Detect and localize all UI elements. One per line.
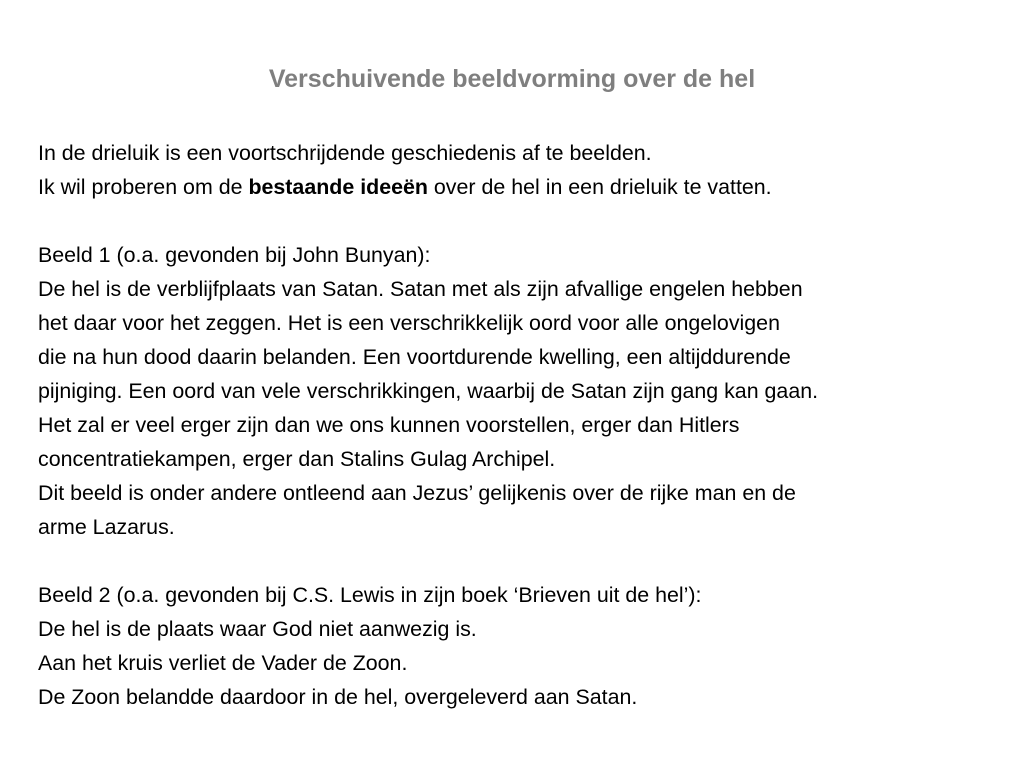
intro-line-2-emphasis: bestaande ideeën bbox=[248, 175, 428, 199]
beeld2-line: De Zoon belandde daardoor in de hel, overgeleverd aan Satan. bbox=[38, 685, 638, 709]
intro-line-2 bbox=[38, 170, 998, 204]
slide-title: Verschuivende beeldvorming over de hel bbox=[268, 65, 756, 93]
beeld2-line: De hel is de plaats waar God niet aanwezig is. bbox=[38, 617, 477, 641]
beeld1-line: die na hun dood daarin belanden. Een voortdurende kwelling, een altijddurende bbox=[38, 345, 791, 369]
intro-line-2-start: Ik wil proberen om de bbox=[38, 175, 249, 199]
beeld1-line: arme Lazarus. bbox=[38, 515, 175, 539]
intro-line-2-end: over de hel in een drieluik te vatten. bbox=[427, 175, 772, 199]
beeld1-line: De hel is de verblijfplaats van Satan. Satan met als zijn afvallige engelen hebben bbox=[38, 277, 803, 301]
beeld1-line: het daar voor het zeggen. Het is een verschrikkelijk oord voor alle ongelovigen bbox=[38, 311, 780, 335]
beeld1-line: pijniging. Een oord van vele verschrikkingen, waarbij de Satan zijn gang kan gaan. bbox=[38, 379, 819, 403]
paragraph-spacer bbox=[38, 204, 998, 238]
beeld1-heading: Beeld 1 (o.a. gevonden bij John Bunyan): bbox=[38, 243, 431, 267]
beeld2-line: Aan het kruis verliet de Vader de Zoon. bbox=[38, 651, 408, 675]
beeld2-heading: Beeld 2 (o.a. gevonden bij C.S. Lewis in zijn boek ‘Brieven uit de hel’): bbox=[38, 583, 702, 607]
beeld1-line: Dit beeld is onder andere ontleend aan Jezus’ gelijkenis over de rijke man en de bbox=[38, 481, 796, 505]
beeld1-line: concentratiekampen, erger dan Stalins Gulag Archipel. bbox=[38, 447, 556, 471]
intro-line-1: In de drieluik is een voortschrijdende geschiedenis af te beelden. bbox=[38, 141, 652, 165]
slide-body bbox=[38, 136, 998, 714]
paragraph-spacer bbox=[38, 544, 998, 578]
beeld1-line: Het zal er veel erger zijn dan we ons kunnen voorstellen, erger dan Hitlers bbox=[38, 413, 740, 437]
